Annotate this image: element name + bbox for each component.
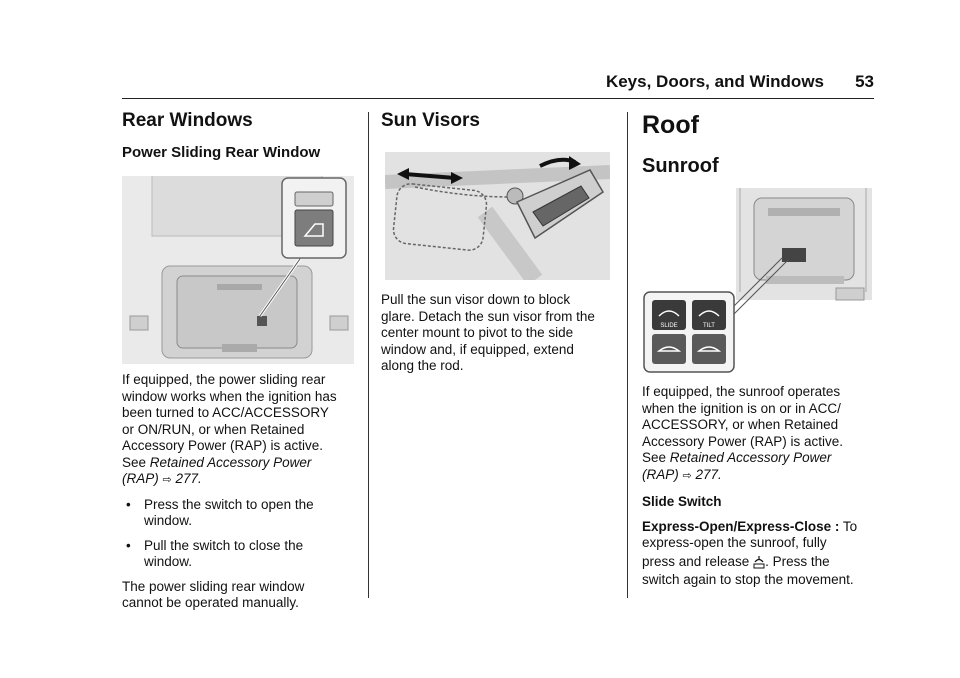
page-header bbox=[122, 70, 874, 98]
slide-switch-heading: Slide Switch bbox=[642, 494, 722, 509]
sun-visors-heading: Sun Visors bbox=[381, 110, 480, 131]
text-line: Accessory Power (RAP) is active. bbox=[642, 433, 844, 449]
text-line: press and release bbox=[642, 553, 750, 569]
text-line: center mount to pivot to the side bbox=[381, 325, 574, 340]
page-ref-arrow-icon: ⇨ bbox=[162, 474, 172, 486]
text-line: window works when the ignition has bbox=[122, 388, 337, 404]
column-divider-2 bbox=[627, 112, 628, 598]
sunroof-slide-icon bbox=[753, 555, 765, 569]
page-ref-arrow-icon: ⇨ bbox=[682, 469, 692, 482]
roof-body bbox=[642, 384, 878, 588]
bullet-icon: • bbox=[126, 496, 131, 512]
text-line: express-open the sunroof, fully bbox=[642, 535, 827, 550]
bullet-open bbox=[122, 497, 362, 530]
tilt-switch-label: TILT bbox=[703, 323, 715, 329]
text-line: The power sliding rear window bbox=[122, 578, 305, 594]
column-roof bbox=[642, 108, 874, 180]
page-number: 53 bbox=[855, 72, 874, 91]
rap-reference-link-cont[interactable]: (RAP) bbox=[122, 471, 159, 486]
period: . bbox=[198, 471, 202, 486]
text-line: window and, if equipped, extend bbox=[381, 341, 574, 357]
text-line: Pull the switch to close the bbox=[144, 537, 304, 553]
rap-reference-link[interactable]: Retained Accessory Power bbox=[669, 450, 832, 465]
text-line: along the rod. bbox=[381, 358, 464, 373]
see-label: See bbox=[122, 454, 147, 470]
rap-page-ref[interactable]: 277 bbox=[175, 471, 199, 486]
text-line: when the ignition is on or in ACC/ bbox=[642, 400, 841, 416]
express-open-para bbox=[642, 519, 878, 589]
text-line: or ON/RUN, or when Retained bbox=[122, 421, 305, 437]
text-line: Press the switch to open the bbox=[144, 496, 314, 512]
rear-windows-closing bbox=[122, 579, 362, 612]
text-line: If equipped, the sunroof operates bbox=[642, 384, 841, 399]
rear-window-switch-illustration bbox=[122, 176, 354, 364]
period: . bbox=[718, 466, 722, 482]
sun-visors-body bbox=[381, 292, 621, 375]
text-line: cannot be operated manually. bbox=[122, 595, 299, 610]
rap-reference-link[interactable]: Retained Accessory Power bbox=[149, 454, 312, 470]
text-line: ACCESSORY, or when Retained bbox=[642, 417, 839, 432]
header-rule bbox=[122, 98, 874, 99]
section-title: Keys, Doors, and Windows bbox=[605, 72, 824, 91]
rear-windows-para bbox=[122, 372, 362, 489]
slide-switch-label: SLIDE bbox=[660, 323, 678, 329]
text-line: window. bbox=[144, 513, 193, 528]
sun-visors-para bbox=[381, 292, 621, 375]
express-open-label: Express-Open/Express-Close : bbox=[642, 518, 840, 534]
see-label: See bbox=[642, 450, 667, 465]
rear-windows-body bbox=[122, 372, 362, 612]
power-sliding-heading: Power Sliding Rear Window bbox=[122, 144, 321, 161]
sunroof-switch-illustration bbox=[642, 188, 872, 374]
sunroof-heading: Sunroof bbox=[642, 155, 719, 177]
rap-reference-link-cont[interactable]: (RAP) bbox=[642, 466, 679, 482]
rear-windows-heading: Rear Windows bbox=[122, 110, 253, 131]
text-line: glare. Detach the sun visor from the bbox=[381, 308, 595, 324]
text-line: been turned to ACC/ACCESSORY bbox=[122, 405, 329, 420]
text-line: . Press the bbox=[765, 553, 830, 569]
bullet-icon: • bbox=[126, 537, 131, 553]
text-line: switch again to stop the movement. bbox=[642, 571, 854, 587]
column-sun-visors bbox=[381, 106, 617, 134]
text-line: Accessory Power (RAP) is active. bbox=[122, 438, 324, 453]
text-line: To bbox=[842, 518, 858, 534]
roof-heading: Roof bbox=[642, 111, 699, 139]
sunroof-para bbox=[642, 384, 878, 484]
text-line: window. bbox=[144, 554, 193, 569]
text-line: If equipped, the power sliding rear bbox=[122, 372, 326, 387]
rap-page-ref[interactable]: 277 bbox=[695, 466, 719, 482]
sun-visor-illustration bbox=[385, 152, 610, 280]
text-line: Pull the sun visor down to block bbox=[381, 292, 571, 307]
bullet-close bbox=[122, 538, 362, 571]
column-rear-windows bbox=[122, 106, 358, 164]
column-divider-1 bbox=[368, 112, 369, 598]
